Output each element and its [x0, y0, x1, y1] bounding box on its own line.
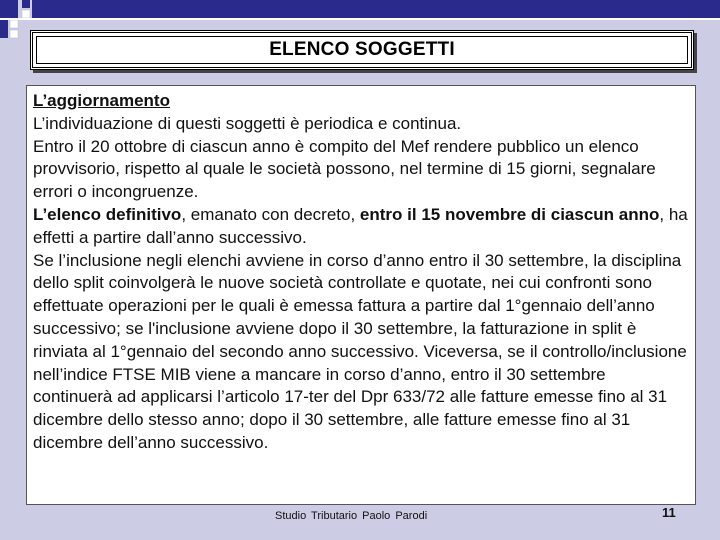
paragraph-4: Se l’inclusione negli elenchi avviene in corso d’anno entro il 30 settembre, la disciplina dello split coinvolgerà le nuove società controllate e quotate, nei cui confronti sono effettuate operazioni per le quali è emessa fattura a partire dal 1°gennaio dell’anno successivo; se l'inclusione avviene dopo il 30 settembre, la fatturazione in split è rinviata al 1°gennaio del secondo anno successivo. Viceversa, se il controllo/inclusione nell’indice FTSE MIB viene a mancare in corso d’anno, entro il 30 settembre continuerà ad applicarsi l’articolo 17-ter del Dpr 633/72 alle fatture emesse fino al 31 dicembre dello stesso anno; dopo il 30 settembre, alle fatture emesse fino al 31 dicembre dell’anno successivo.	[33, 250, 687, 452]
content-box	[26, 85, 696, 505]
paragraph-3-text-1: , emanato con decreto,	[181, 204, 360, 224]
paragraph-3	[33, 204, 689, 250]
footer-author: Studio Tributario Paolo Parodi	[275, 510, 428, 522]
page-number: 11	[662, 505, 676, 520]
paragraph-3-bold-1: L’elenco definitivo	[33, 204, 182, 224]
title-inner-frame	[36, 36, 688, 64]
slide-title: ELENCO SOGGETTI	[269, 39, 455, 60]
paragraph-3-bold-2: entro il 15 novembre di ciascun anno	[359, 204, 660, 224]
paragraph-3-text-2: , ha effetti a partire dall’anno successivo.	[33, 204, 688, 247]
section-heading: L’aggiornamento	[33, 91, 170, 110]
paragraph-2: Entro il 20 ottobre di ciascun anno è compito del Mef rendere pubblico un elenco provvisorio, rispetto al quale le società possono, nel termine di 15 giorni, segnalare errori o incongruenze.	[33, 136, 656, 202]
paragraph-1: L’individuazione di questi soggetti è periodica e continua.	[33, 113, 462, 133]
title-box	[30, 30, 694, 70]
